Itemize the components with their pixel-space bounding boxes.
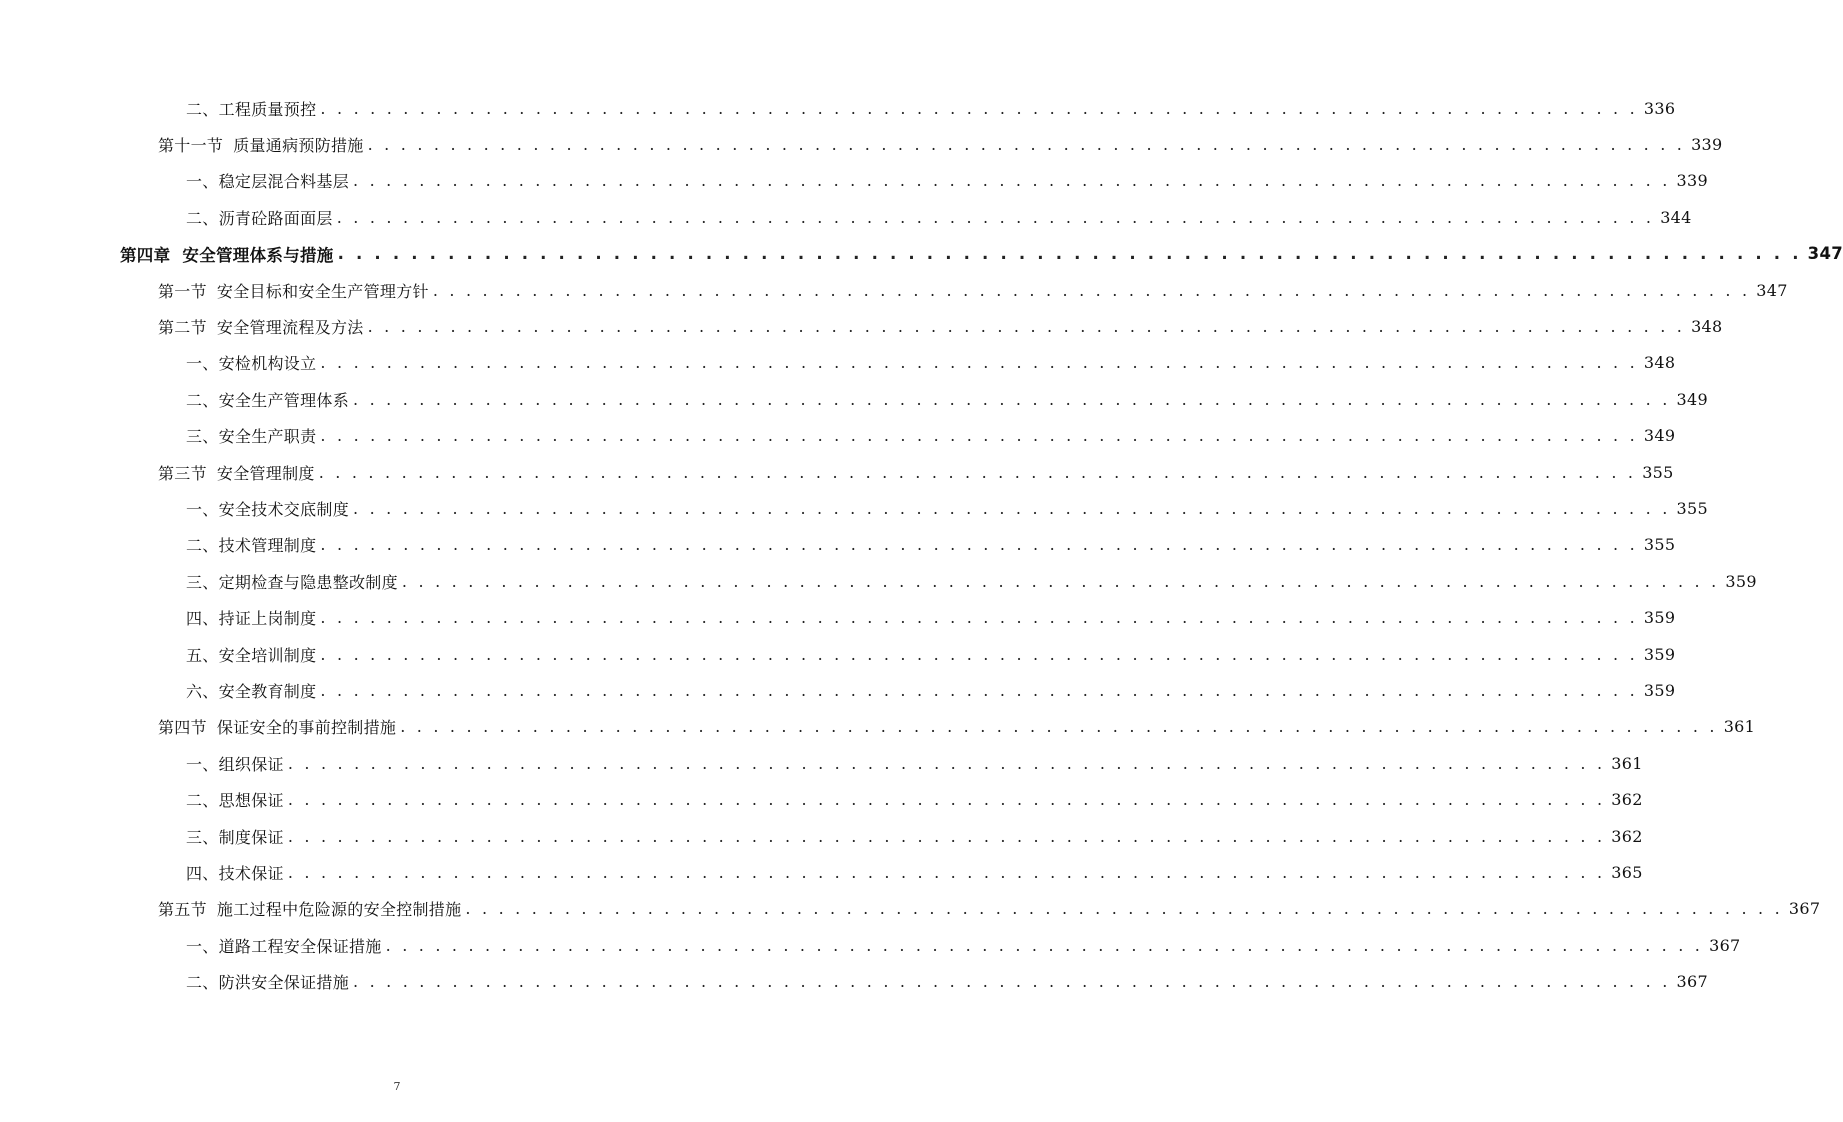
toc-entry-number: 二、 xyxy=(186,536,219,556)
toc-entry-number: 一、 xyxy=(186,499,219,519)
toc-entry-number: 第四章 xyxy=(120,245,171,265)
toc-entry-number: 第五节 xyxy=(158,900,207,920)
toc-entry-title: 安全管理体系与措施 xyxy=(182,245,334,265)
toc-leader-dots: . . . . . . . . . . . . . . . . . . . . . . . . . . . . . . . . . . . . . . . . . . . . . . . . . . . . . . . . . . . . . . . . . . . . . . . . . . . . . . . . xyxy=(320,98,1638,118)
toc-leader-dots: . . . . . . . . . . . . . . . . . . . . . . . . . . . . . . . . . . . . . . . . . . . . . . . . . . . . . . . . . . . . . . . . . . . . . . . . . . . . . . . . xyxy=(401,571,1720,591)
toc-leader-dots: . . . . . . . . . . . . . . . . . . . . . . . . . . . . . . . . . . . . . . . . . . . . . . . . . . . . . . . . . . . . . . . . . . . . . . . . . . . . . . . . xyxy=(367,135,1686,155)
toc-entry-title: 组织保证 xyxy=(218,754,284,774)
toc-entry-item[interactable] xyxy=(0,381,1708,417)
toc-entry-item[interactable] xyxy=(0,418,1676,454)
toc-entry-title: 稳定层混合料基层 xyxy=(218,172,350,192)
toc-entry-page: 365 xyxy=(1611,862,1643,882)
toc-entry-number: 五、 xyxy=(186,645,219,665)
toc-entry-number: 第十一节 xyxy=(158,136,224,156)
toc-entry-number: 二、 xyxy=(186,791,219,811)
toc-entry-number: 三、 xyxy=(186,827,219,847)
toc-entry-section[interactable] xyxy=(0,126,1723,162)
toc-entry-page: 349 xyxy=(1643,426,1676,446)
toc-entry-number: 二、 xyxy=(186,208,219,228)
toc-entry-section[interactable] xyxy=(0,308,1723,344)
toc-entry-title: 道路工程安全保证措施 xyxy=(218,936,382,956)
toc-entry-number: 四、 xyxy=(186,863,219,883)
toc-entry-page: 348 xyxy=(1691,317,1723,337)
toc-leader-dots: . . . . . . . . . . . . . . . . . . . . . . . . . . . . . . . . . . . . . . . . . . . . . . . . . . . . . . . . . . . . . . . . . . . . . . . . . . . . . . . . xyxy=(287,790,1606,810)
toc-leader-dots: . . . . . . . . . . . . . . . . . . . . . . . . . . . . . . . . . . . . . . . . . . . . . . . . . . . . . . . . . . . . . . . . . . . . . . . . . . . . . . . . xyxy=(353,389,1671,409)
toc-entry-page: 367 xyxy=(1709,935,1741,955)
toc-entry-title: 思想保证 xyxy=(218,791,284,811)
toc-entry-title: 沥青砼路面面层 xyxy=(218,208,333,228)
toc-entry-section[interactable] xyxy=(0,891,1821,927)
toc-entry-title: 安全技术交底制度 xyxy=(218,499,350,519)
toc-entry-item[interactable] xyxy=(0,599,1676,635)
toc-entry-page: 344 xyxy=(1660,207,1692,227)
toc-entry-item[interactable] xyxy=(0,963,1708,999)
toc-entry-section[interactable] xyxy=(0,272,1788,308)
page-number: 7 xyxy=(393,1080,401,1093)
toc-leader-dots: . . . . . . . . . . . . . . . . . . . . . . . . . . . . . . . . . . . . . . . . . . . . . . . . . . . . . . . . . . . . . . . . . . . . . . . . . . . . . . . . xyxy=(320,608,1638,628)
toc-entry-item[interactable] xyxy=(0,163,1708,199)
toc-entry-number: 第二节 xyxy=(158,318,207,338)
toc-entry-page: 359 xyxy=(1725,571,1757,591)
toc-entry-page: 367 xyxy=(1676,972,1708,992)
toc-entry-item[interactable] xyxy=(0,490,1708,526)
toc-entry-item[interactable] xyxy=(0,90,1676,126)
toc-entry-page: 347 xyxy=(1807,244,1843,264)
toc-leader-dots: . . . . . . . . . . . . . . . . . . . . . . . . . . . . . . . . . . . . . . . . . . . . . . . . . . . . . . . . . . . . . . . . . . . . . . . . . . . . . . . . xyxy=(432,280,1751,300)
toc-entry-number: 一、 xyxy=(186,172,219,192)
toc-entry-page: 347 xyxy=(1756,280,1788,300)
toc-entry-title: 安全教育制度 xyxy=(218,681,317,701)
toc-leader-dots: . . . . . . . . . . . . . . . . . . . . . . . . . . . . . . . . . . . . . . . . . . . . . . . . . . . . . . . . . . . . . . . . . . . . . . . . . . . . . . . . xyxy=(320,644,1638,664)
toc-entry-item[interactable] xyxy=(0,563,1757,599)
toc-leader-dots: . . . . . . . . . . . . . . . . . . . . . . . . . . . . . . . . . . . . . . . . . . . . . . . . . . . . . . . . . . . . . . . . . . . . . . . . . . . . . . . . xyxy=(400,717,1718,737)
toc-entry-number: 第一节 xyxy=(158,281,207,301)
toc-leader-dots: . . . . . . . . . . . . . . . . . . . . . . . . . . . . . . . . . . . . . . . . . . . . . . . . . . . . . . . . . . . . . . . . . . . . . . . . . . . . . . . . xyxy=(318,462,1637,482)
toc-entry-item[interactable] xyxy=(0,636,1676,672)
toc-leader-dots: . . . . . . . . . . . . . . . . . . . . . . . . . . . . . . . . . . . . . . . . . . . . . . . . . . . . . . . . . . . . . . . . . . . . . . . . . . . . . . . . xyxy=(353,498,1671,518)
toc-entry-title: 安全目标和安全生产管理方针 xyxy=(216,281,429,301)
toc-entry-item[interactable] xyxy=(0,781,1643,817)
toc-entry-title: 防洪安全保证措施 xyxy=(218,973,350,993)
toc-entry-page: 348 xyxy=(1643,353,1676,373)
toc-entry-title: 安检机构设立 xyxy=(218,354,317,374)
toc-leader-dots: . . . . . . . . . . . . . . . . . . . . . . . . . . . . . . . . . . . . . . . . . . . . . . . . . . . . . . . . . . . . . . . . . . . . . . . . . . . . . . . . xyxy=(287,753,1606,773)
toc-entry-number: 四、 xyxy=(186,609,219,629)
toc-entry-item[interactable] xyxy=(0,745,1643,781)
toc-entry-item[interactable] xyxy=(0,818,1643,854)
toc-leader-dots: . . . . . . . . . . . . . . . . . . . . . . . . . . . . . . . . . . . . . . . . . . . . . . . . . . . . . . . . . . . . . . . . . . . . . . . . . . . . . . . . xyxy=(367,317,1686,337)
toc-entry-chapter[interactable] xyxy=(0,236,1843,272)
toc-entry-title: 保证安全的事前控制措施 xyxy=(216,718,397,738)
toc-entry-item[interactable] xyxy=(0,927,1741,963)
toc-entry-item[interactable] xyxy=(0,199,1692,235)
toc-entry-page: 336 xyxy=(1643,98,1676,118)
toc-entry-page: 355 xyxy=(1643,535,1676,555)
toc-leader-dots: . . . . . . . . . . . . . . . . . . . . . . . . . . . . . . . . . . . . . . . . . . . . . . . . . . . . . . . . . . . . . . . . . . . . . . . . . . . . . . . . xyxy=(320,353,1638,373)
toc-leader-dots: . . . . . . . . . . . . . . . . . . . . . . . . . . . . . . . . . . . . . . . . . . . . . . . . . . . . . . . . . . . . . . . . . . . . . . . . . . . . . . . . xyxy=(320,680,1638,700)
toc-leader-dots: . . . . . . . . . . . . . . . . . . . . . . . . . . . . . . . . . . . . . . . . . . . . . . . . . . . . . . . . . . . . . . . . . . . . . . . . . . . . . . . . xyxy=(336,207,1655,227)
toc-entry-item[interactable] xyxy=(0,854,1643,890)
toc-entry-title: 技术保证 xyxy=(218,863,284,883)
toc-entry-page: 361 xyxy=(1723,717,1756,737)
toc-entry-number: 一、 xyxy=(186,754,219,774)
toc-entry-item[interactable] xyxy=(0,345,1676,381)
toc-entry-number: 一、 xyxy=(186,354,219,374)
toc-entry-item[interactable] xyxy=(0,527,1676,563)
toc-entry-page: 355 xyxy=(1642,462,1674,482)
toc-entry-title: 安全生产职责 xyxy=(218,427,317,447)
toc-entry-page: 359 xyxy=(1643,680,1676,700)
toc-entry-number: 第四节 xyxy=(158,718,207,738)
toc-leader-dots: . . . . . . . . . . . . . . . . . . . . . . . . . . . . . . . . . . . . . . . . . . . . . . . . . . . . . . . . . . . . . . . . . . . . . . . . . . . . . . . . xyxy=(320,535,1638,555)
toc-leader-dots: . . . . . . . . . . . . . . . . . . . . . . . . . . . . . . . . . . . . . . . . . . . . . . . . . . . . . . . . . . . . . . . . . . . . . . . . . . . . . . . . xyxy=(320,426,1638,446)
toc-entry-page: 362 xyxy=(1611,790,1643,810)
toc-entry-number: 二、 xyxy=(186,390,219,410)
toc-entry-title: 制度保证 xyxy=(218,827,284,847)
toc-leader-dots: . . . . . . . . . . . . . . . . . . . . . . . . . . . . . . . . . . . . . . . . . . . . . . . . . . . . . . . . . . . . . . . . . . . . . . . . . . . . . . . . xyxy=(337,244,1802,264)
toc-entry-title: 技术管理制度 xyxy=(218,536,317,556)
toc-entry-title: 安全管理制度 xyxy=(216,463,315,483)
toc-entry-number: 二、 xyxy=(186,973,219,993)
toc-entry-title: 施工过程中危险源的安全控制措施 xyxy=(216,900,462,920)
toc-leader-dots: . . . . . . . . . . . . . . . . . . . . . . . . . . . . . . . . . . . . . . . . . . . . . . . . . . . . . . . . . . . . . . . . . . . . . . . . . . . . . . . . xyxy=(353,171,1671,191)
toc-entry-title: 安全生产管理体系 xyxy=(218,390,350,410)
toc-entry-number: 六、 xyxy=(186,681,219,701)
toc-entry-page: 359 xyxy=(1643,644,1676,664)
toc-entry-section[interactable] xyxy=(0,709,1756,745)
toc-leader-dots: . . . . . . . . . . . . . . . . . . . . . . . . . . . . . . . . . . . . . . . . . . . . . . . . . . . . . . . . . . . . . . . . . . . . . . . . . . . . . . . . xyxy=(385,935,1704,955)
toc-entry-number: 一、 xyxy=(186,936,219,956)
toc-entry-page: 361 xyxy=(1611,753,1643,773)
toc-entry-page: 349 xyxy=(1676,389,1708,409)
toc-leader-dots: . . . . . . . . . . . . . . . . . . . . . . . . . . . . . . . . . . . . . . . . . . . . . . . . . . . . . . . . . . . . . . . . . . . . . . . . . . . . . . . . xyxy=(353,972,1671,992)
toc-entry-title: 安全培训制度 xyxy=(218,645,317,665)
toc-entry-page: 367 xyxy=(1788,899,1821,919)
toc-leader-dots: . . . . . . . . . . . . . . . . . . . . . . . . . . . . . . . . . . . . . . . . . . . . . . . . . . . . . . . . . . . . . . . . . . . . . . . . . . . . . . . . xyxy=(465,899,1783,919)
toc-entry-number: 三、 xyxy=(186,572,219,592)
toc-entry-item[interactable] xyxy=(0,672,1676,708)
toc-entry-number: 二、 xyxy=(186,99,219,119)
toc-leader-dots: . . . . . . . . . . . . . . . . . . . . . . . . . . . . . . . . . . . . . . . . . . . . . . . . . . . . . . . . . . . . . . . . . . . . . . . . . . . . . . . . xyxy=(287,862,1606,882)
toc-entry-number: 第三节 xyxy=(158,463,207,483)
toc-entry-title: 定期检查与隐患整改制度 xyxy=(218,572,398,592)
toc-entry-page: 362 xyxy=(1611,826,1643,846)
toc-entry-page: 359 xyxy=(1643,608,1676,628)
toc-entry-title: 工程质量预控 xyxy=(218,99,317,119)
toc-entry-title: 持证上岗制度 xyxy=(218,609,317,629)
table-of-contents xyxy=(0,90,1843,1000)
toc-entry-title: 安全管理流程及方法 xyxy=(216,318,364,338)
toc-entry-title: 质量通病预防措施 xyxy=(233,136,364,156)
toc-entry-page: 339 xyxy=(1676,171,1708,191)
toc-leader-dots: . . . . . . . . . . . . . . . . . . . . . . . . . . . . . . . . . . . . . . . . . . . . . . . . . . . . . . . . . . . . . . . . . . . . . . . . . . . . . . . . xyxy=(287,826,1606,846)
toc-entry-page: 355 xyxy=(1676,498,1708,518)
toc-entry-page: 339 xyxy=(1691,135,1723,155)
toc-entry-number: 三、 xyxy=(186,427,219,447)
toc-entry-section[interactable] xyxy=(0,454,1674,490)
